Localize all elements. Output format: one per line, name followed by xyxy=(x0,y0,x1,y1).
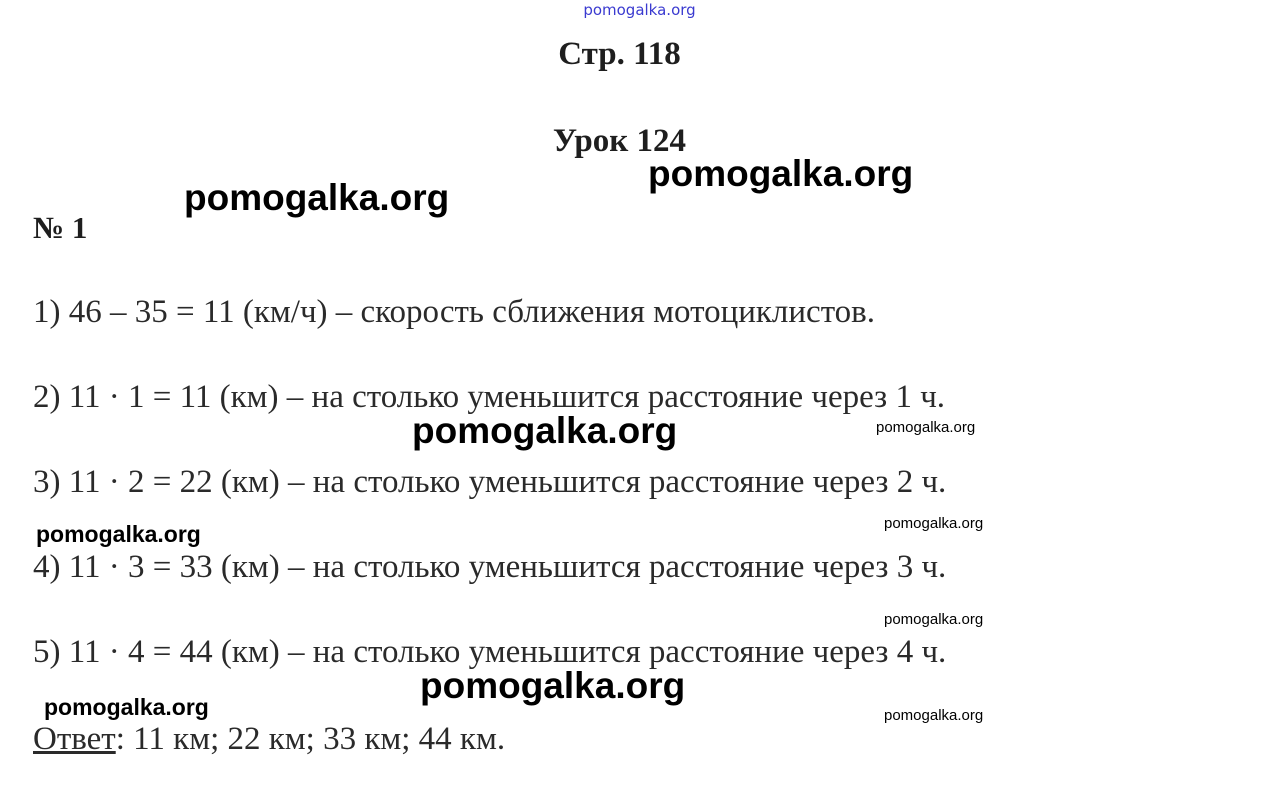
solution-line-3: 3) 11 · 2 = 22 (км) – на столько уменьшится расстояние через 2 ч. xyxy=(33,464,947,500)
watermark-4: pomogalka.org xyxy=(420,665,686,706)
watermark-top: pomogalka.org xyxy=(583,1,696,19)
solution-line-4: 4) 11 · 3 = 33 (км) – на столько уменьшится расстояние через 3 ч. xyxy=(33,549,947,585)
watermark-7: pomogalka.org xyxy=(876,419,976,436)
watermark-8: pomogalka.org xyxy=(884,515,984,532)
solution-line-1: 1) 46 – 35 = 11 (км/ч) – скорость сближения мотоциклистов. xyxy=(33,294,876,330)
watermark-10: pomogalka.org xyxy=(884,707,984,724)
answer-line xyxy=(33,721,505,758)
watermark-6: pomogalka.org xyxy=(44,694,209,720)
watermark-5: pomogalka.org xyxy=(36,521,201,547)
lesson-title: Урок 124 xyxy=(552,123,687,159)
watermark-9: pomogalka.org xyxy=(884,611,984,628)
task-number: № 1 xyxy=(33,210,88,245)
solution-line-5: 5) 11 · 4 = 44 (км) – на столько уменьшится расстояние через 4 ч. xyxy=(33,634,947,670)
page-title: Стр. 118 xyxy=(558,36,681,72)
solution-line-2: 2) 11 · 1 = 11 (км) – на столько уменьшится расстояние через 1 ч. xyxy=(33,379,946,415)
answer-text: : 11 км; 22 км; 33 км; 44 км. xyxy=(115,721,506,757)
watermark-2: pomogalka.org xyxy=(648,153,914,194)
answer-label: Ответ xyxy=(33,721,116,757)
watermark-3: pomogalka.org xyxy=(412,410,678,451)
watermark-1: pomogalka.org xyxy=(184,177,450,218)
